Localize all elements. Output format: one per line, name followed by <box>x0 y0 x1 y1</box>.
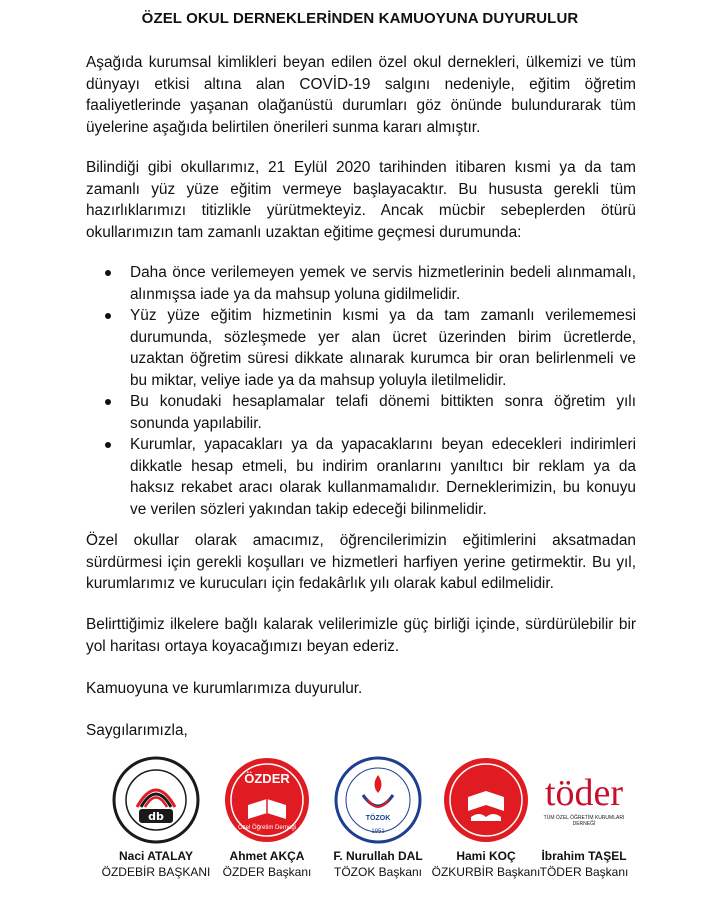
paragraph-commitment: Belirttiğimiz ilkelere bağlı kalarak velilerimizle güç birliği içinde, sürdürülebilir bir yol haritası ortaya koyacağımızı beyan ederiz. <box>86 616 636 655</box>
signatory-name: Ahmet AKÇA <box>229 849 305 863</box>
document-title: ÖZEL OKUL DERNEKLERİNDEN KAMUOYUNA DUYURULUR <box>141 10 579 27</box>
paragraph-intro: Aşağıda kurumsal kimlikleri beyan edilen özel okul dernekleri, ülkemizi ve tüm dünyayı etkisi altına alan COVİD-19 salgını nedeniyle, eğitim öğretim faaliyetlerinde yaşanan olağanüstü durumları göz önünde bulundurarak tüm üyelerine aşağıda belirtilen önerileri sunma kararı almıştır. <box>86 54 636 136</box>
signatory-role: ÖZDER Başkanı <box>222 865 312 879</box>
paragraph-context: Bilindiği gibi okullarımız, 21 Eylül 2020 tarihinden itibaren kısmi ya da tam zamanlı yüz yüze eğitim vermeye başlayacaktır. Bu hususta gerekli tüm hazırlıklarımızı titizlikle yürütmekteyiz. Ancak mücbir sebeplerden ötürü okullarımızın tam zamanlı uzaktan eğitime geçmesi durumunda: <box>86 159 636 241</box>
signatory-toder <box>519 848 649 880</box>
list-item <box>86 434 636 520</box>
toder-logo-subtext: TÜM ÖZEL ÖĞRETİM KURUMLARI DERNEĞİ <box>543 815 625 827</box>
bullet-icon <box>105 399 111 405</box>
list-item <box>86 305 636 391</box>
signatory-role: TÖZOK Başkanı <box>333 865 423 879</box>
recommendation-list <box>86 262 636 520</box>
list-item-text: Yüz yüze eğitim hizmetinin kısmi ya da tam zamanlı verilememesi durumunda, sözleşmede yer alan ücret üzerinden birim ücretlerde, uzaktan öğretim süresi dikkate alınarak kurumca bir oran belirlenmeli ve bu miktar, veliye iade ya da mahsup yoluyla iletilmelidir. <box>130 307 636 389</box>
paragraph-announcement: Kamuoyuna ve kurumlarımıza duyurulur. <box>86 680 363 697</box>
paragraph-goal: Özel okullar olarak amacımız, öğrencilerimizin eğitimlerini aksatmadan sürdürmesi için gerekli koşulları ve hizmetleri harfiyen yerine getirmektir. Bu yıl, kurumlarımız ve kurucuları için fedakârlık yılı olarak kabul edilmelidir. <box>86 532 636 592</box>
bullet-icon <box>105 442 111 448</box>
closing-salutation: Saygılarımızla, <box>86 722 188 739</box>
ozder-logo-text: ÖZDER <box>244 771 290 786</box>
signatory-name: Hami KOÇ <box>456 849 516 863</box>
toder-logo-text: töder <box>544 772 624 814</box>
bullet-icon <box>105 270 111 276</box>
signatory-name: İbrahim TAŞEL <box>541 849 627 863</box>
list-item-text: Daha önce verilemeyen yemek ve servis hizmetlerinin bedeli alınmamalı, alınmışsa iade ya da mahsup yoluna gidilmelidir. <box>130 264 636 303</box>
tozok-logo-year: 1951 <box>371 829 385 835</box>
signatory-role: TÖDER Başkanı <box>539 865 629 879</box>
list-item <box>86 262 636 305</box>
bullet-icon <box>105 313 111 319</box>
list-item-text: Kurumlar, yapacakları ya da yapacaklarını beyan edecekleri indirimleri dikkatle hesap etmeli, bu indirim oranlarını yanıltıcı bir reklam ya da haksız rekabet aracı olarak kullanmamalıdır. Derneklerimizin, bu konuyu ve verilen sözleri yakından takip edeceği bilinmelidir. <box>130 436 636 518</box>
tozok-logo-text: TÖZOK <box>365 815 391 822</box>
svg-text:db: db <box>148 810 164 823</box>
list-item <box>86 391 636 434</box>
ozder-logo-subtext: Özel Öğretim Derneği <box>237 825 297 831</box>
signatory-name: Naci ATALAY <box>118 849 193 863</box>
signatory-role: ÖZDEBİR BAŞKANI <box>101 865 211 879</box>
toder-logo-icon <box>537 755 631 845</box>
ozder-logo-icon <box>222 755 312 845</box>
signatory-role: ÖZKURBİR Başkanı <box>431 865 541 879</box>
tozok-logo-icon <box>333 755 423 845</box>
ozkurbir-logo-icon <box>441 755 531 845</box>
list-item-text: Bu konudaki hesaplamalar telafi dönemi bittikten sonra öğretim yılı sonunda yapılabilir. <box>130 393 636 432</box>
association-logos <box>0 755 720 845</box>
ozdebir-logo-icon <box>111 755 201 845</box>
signatory-name: F. Nurullah DAL <box>333 849 423 863</box>
